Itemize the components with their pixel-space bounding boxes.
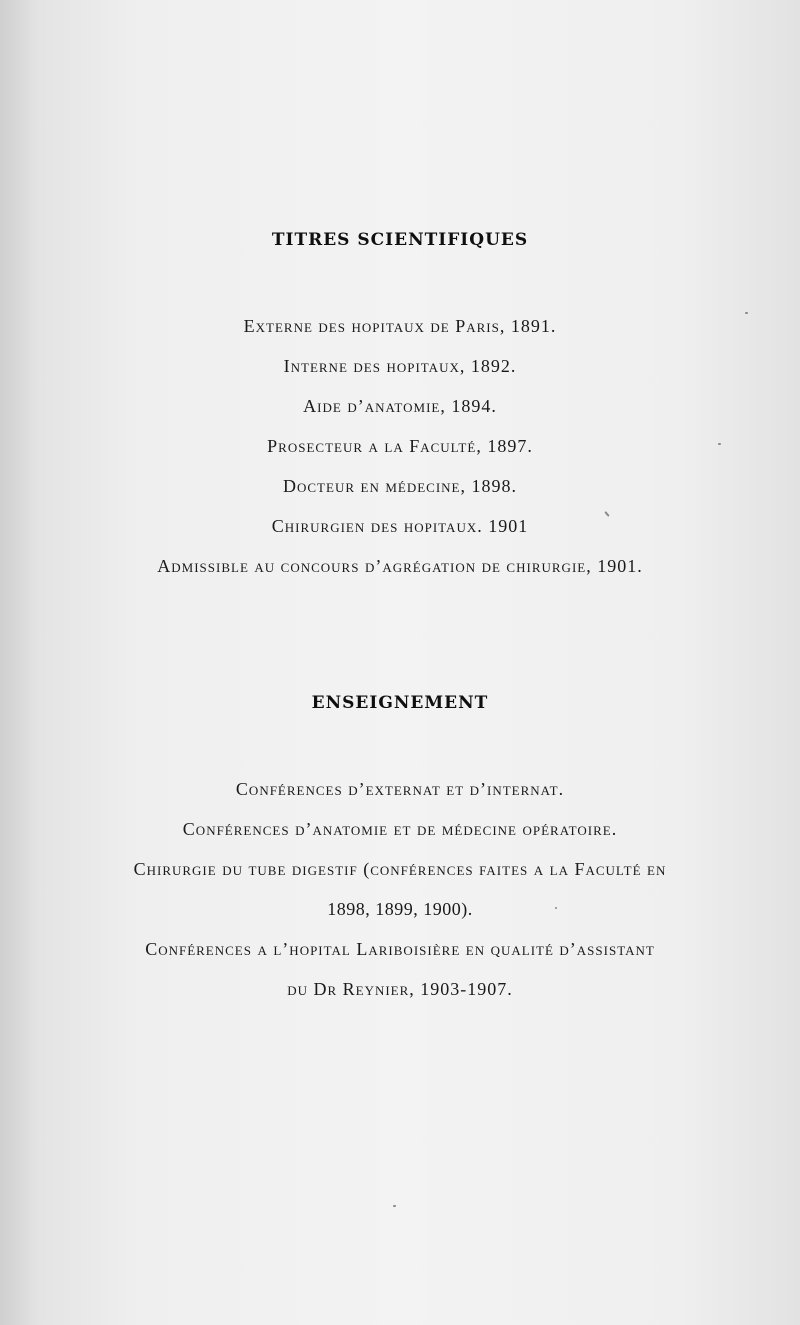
teaching-line-anatomie: Conférences d’anatomie et de médecine opératoire.: [182, 819, 618, 839]
title-line-prosecteur: Prosecteur a la Faculté, 1897.: [267, 436, 533, 456]
title-line-aide-anatomie: Aide d’anatomie, 1894.: [303, 396, 497, 416]
title-line-admissible: Admissible au concours d’agrégation de chirurgie, 1901.: [157, 556, 643, 576]
title-line-chirurgien: Chirurgien des hopitaux. 1901: [271, 516, 529, 536]
paper-speck: [745, 312, 748, 314]
paper-speck: [555, 907, 557, 909]
section-heading-titres-scientifiques: TITRES SCIENTIFIQUES: [271, 230, 529, 250]
title-line-docteur: Docteur en médecine, 1898.: [283, 476, 517, 496]
title-line-interne: Interne des hopitaux, 1892.: [283, 356, 517, 376]
paper-speck: [393, 1205, 396, 1207]
teaching-line-years: 1898, 1899, 1900).: [327, 899, 473, 919]
teaching-line-lariboisiere: Conférences a l’hopital Lariboisière en qualité d’assistant: [145, 939, 655, 959]
paper-speck: [718, 443, 721, 445]
teaching-line-externat: Conférences d’externat et d’internat.: [235, 779, 565, 799]
title-line-externe: Externe des hopitaux de Paris, 1891.: [243, 316, 557, 336]
teaching-line-reynier: du Dr Reynier, 1903-1907.: [287, 979, 513, 999]
section-heading-enseignement: ENSEIGNEMENT: [311, 693, 489, 713]
teaching-line-chirurgie-tube-digestif: Chirurgie du tube digestif (conférences faites a la Faculté en: [133, 859, 667, 879]
